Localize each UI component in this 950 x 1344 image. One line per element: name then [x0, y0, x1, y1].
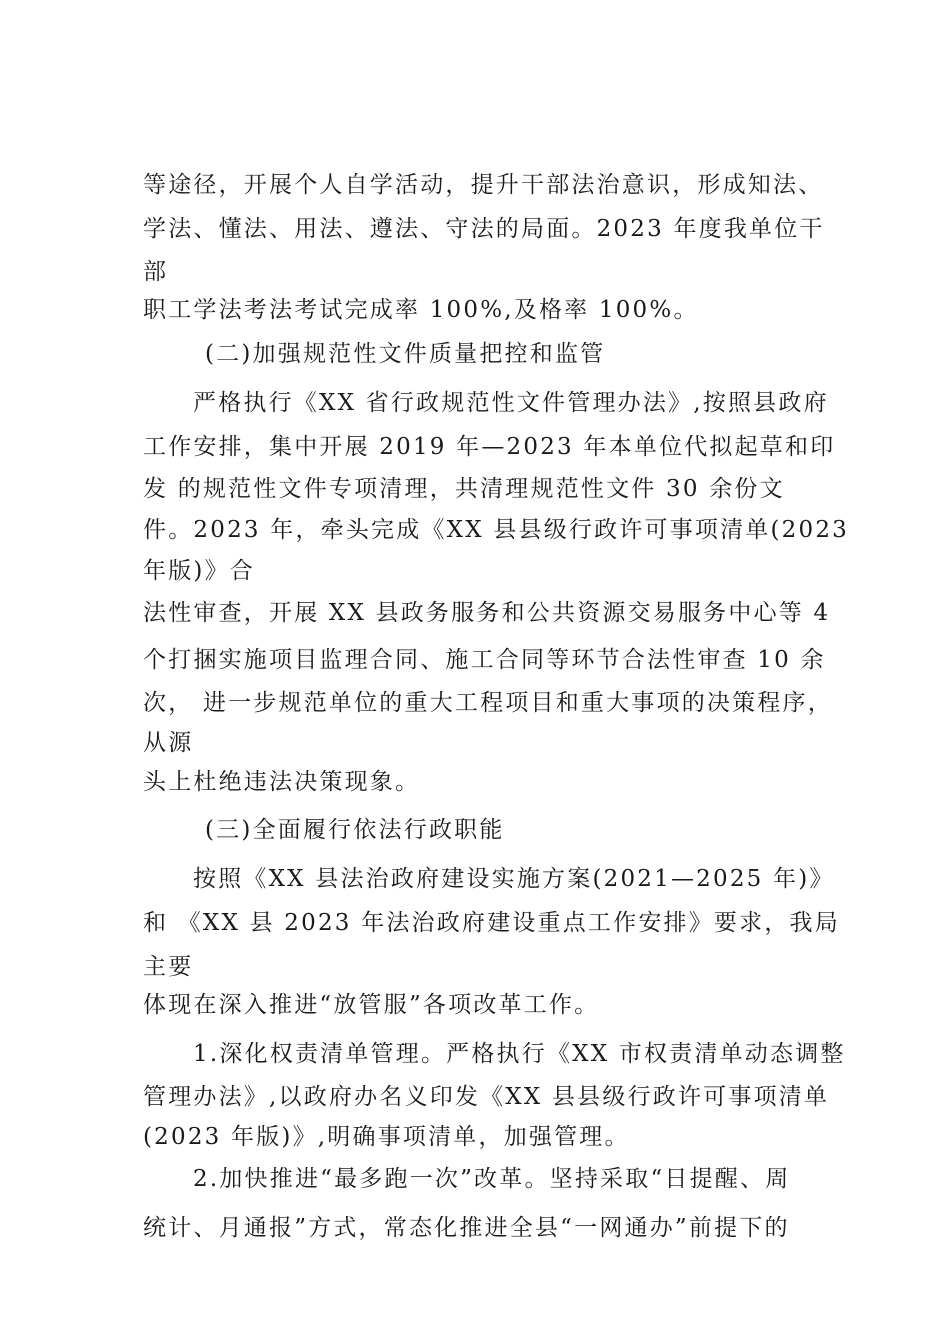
list-item-line: 1.深化权责清单管理。严格执行《XX 市权责清单动态调整	[193, 1041, 846, 1067]
section-heading: (三)全面履行依法行政职能	[205, 817, 505, 843]
paragraph-start-line: 按照《XX 县法治政府建设实施方案(2021—2025 年)》	[193, 866, 835, 892]
body-text-line: 等途径，开展个人自学活动，提升干部法治意识，形成知法、	[143, 172, 824, 198]
body-text-line: 法性审查，开展 XX 县政务服务和公共资源交易服务中心等 4	[143, 600, 831, 626]
body-text-line: 管理办法》,以政府办名义印发《XX 县县级行政许可事项清单	[143, 1084, 830, 1110]
body-text-line: 学法、懂法、用法、遵法、守法的局面。2023 年度我单位干	[143, 216, 825, 242]
body-text-line: 部	[143, 259, 169, 285]
body-text-line: 工作安排，集中开展 2019 年—2023 年本单位代拟起草和印	[143, 434, 836, 460]
body-text-line: 头上杜绝违法决策现象。	[143, 769, 421, 795]
section-heading: (二)加强规范性文件质量把控和监管	[205, 341, 606, 367]
body-text-line: 和 《XX 县 2023 年法治政府建设重点工作安排》要求，我局	[143, 910, 840, 936]
paragraph-start-line: 严格执行《XX 省行政规范性文件管理办法》,按照县政府	[193, 390, 829, 416]
body-text-line: 件。2023 年，牵头完成《XX 县县级行政许可事项清单(2023	[143, 517, 850, 543]
list-item-line: 2.加快推进“最多跑一次”改革。坚持采取“日提醒、周	[193, 1166, 791, 1192]
body-text-line: 发 的规范性文件专项清理，共清理规范性文件 30 余份文	[143, 476, 785, 502]
body-text-line: 体现在深入推进“放管服”各项改革工作。	[143, 992, 600, 1018]
body-text-line: 主要	[143, 954, 194, 980]
body-text-line: (2023 年版)》,明确事项清单，加强管理。	[143, 1124, 630, 1150]
body-text-line: 从源	[143, 730, 194, 756]
body-text-line: 个打捆实施项目监理合同、施工合同等环节合法性审查 10 余	[143, 647, 826, 673]
body-text-line: 统计、月通报”方式，常态化推进全县“一网通办”前提下的	[143, 1215, 790, 1241]
body-text-line: 职工学法考法考试完成率 100%,及格率 100%。	[143, 297, 699, 323]
body-text-line: 年版)》合	[143, 558, 255, 584]
body-text-line: 次， 进一步规范单位的重大工程项目和重大事项的决策程序，	[143, 690, 833, 716]
